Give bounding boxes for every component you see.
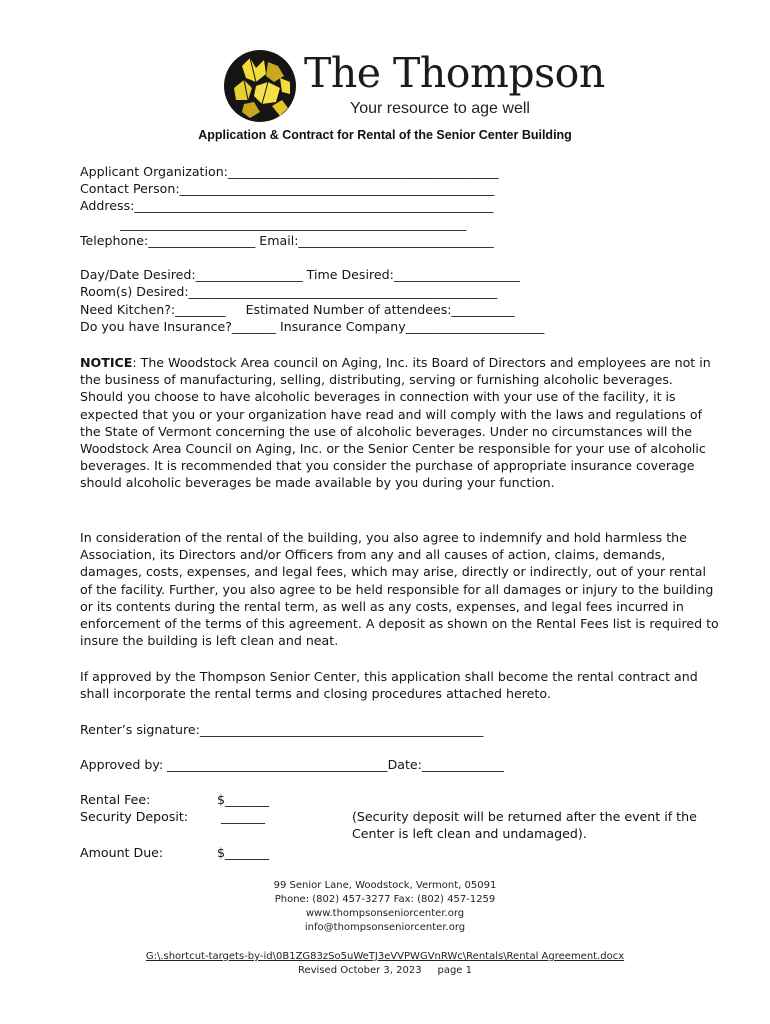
rental-fee-label: Rental Fee: (80, 792, 151, 807)
kitchen-attendees-field: Need Kitchen?:________ Estimated Number of attendees:__________ (80, 301, 515, 317)
organization-name: The Thompson (304, 49, 605, 97)
revision-page-info: Revised October 3, 2023 page 1 (297, 965, 472, 976)
footer-email: info@thompsonseniorcenter.org (304, 922, 466, 933)
rental-fee-value: $_______ (217, 792, 270, 807)
date-time-field: Day/Date Desired:_________________ Time Desired:____________________ (80, 267, 520, 283)
thompson-logo (222, 44, 605, 124)
footer-phone: Phone: (802) 457-3277 Fax: (802) 457-1259 (274, 894, 496, 905)
footer-address: 99 Senior Lane, Woodstock, Vermont, 05091 (273, 880, 497, 891)
document-title: Application & Contract for Rental of the Senior Center Building (198, 128, 572, 142)
notice-label: NOTICE (80, 355, 133, 370)
security-deposit-value: _______ (217, 809, 266, 824)
indemnity-paragraph: In consideration of the rental of the building, you also agree to indemnify and hold harmless the Association, its Directors and/or Officers from any and all causes of action, claims, demands, damages, costs, expenses, and legal fees, which may arise, directly or indirectly, out of your rental of the facility. Further, you also agree to be held responsible for all damages or injury to the building or its contents during the rental term, as well as any costs, expenses, and legal fees incurred in enforcement of the terms of this agreement. A deposit as shown on the Rental Fees list is required to insure the building is left clean and neat. (80, 530, 719, 649)
footer-website: www.thompsonseniorcenter.org (305, 908, 465, 919)
organization-tagline: Your resource to age well (350, 100, 530, 117)
notice-text: : The Woodstock Area council on Aging, Inc. its Board of Directors and employees are not in the business of manufacturing, selling, distributing, serving or furnishing alcoholic beverages. Should you choose to have alcoholic beverages in connection with your use of the facility, it is expected that you or your organization have read and will comply with the laws and regulations of the State of Vermont concerning the use of alcoholic beverages. Under no circumstances will the Woodstock Area Council on Aging, Inc. or the Senior Center be responsible for your use of alcoholic beverages. It is recommended that you consider the purchase of appropriate insurance coverage should alcoholic beverages be made available by you during your function. (80, 355, 711, 491)
approved-by-line (80, 756, 720, 773)
approved-by-text: Approved by: ___________________________________Date:_____________ (80, 757, 504, 772)
amount-due-value: $_______ (217, 845, 270, 860)
contact-person-field: Contact Person:__________________________________________________ (80, 181, 495, 197)
address-field: Address:_________________________________________________________ (80, 198, 494, 214)
notice-paragraph (80, 354, 720, 492)
blank-line (80, 249, 720, 266)
renter-signature-text: Renter’s signature:_____________________________________________ (80, 722, 484, 737)
deposit-note: (Security deposit will be returned after the event if the Center is left clean and undamaged). (352, 809, 697, 842)
address-field-line-2: _______________________________________________________ (80, 215, 467, 231)
applicant-organization-field: Applicant Organization:___________________________________________ (80, 164, 499, 179)
file-info-footer (0, 950, 770, 978)
telephone-email-field: Telephone:_________________ Email:_______________________________ (80, 232, 494, 248)
contact-footer (0, 879, 770, 935)
applicant-form-fields (80, 163, 720, 335)
amount-due-label: Amount Due: (80, 845, 164, 860)
security-deposit-label: Security Deposit: (80, 809, 189, 824)
autumn-leaves-logo-icon (222, 48, 298, 124)
rooms-desired-field: Room(s) Desired:_________________________________________________ (80, 284, 498, 300)
insurance-field: Do you have Insurance?_______ Insurance Company______________________ (80, 318, 545, 334)
approval-paragraph: If approved by the Thompson Senior Center, this application shall become the rental contract and shall incorporate the rental terms and closing procedures attached hereto. (80, 669, 698, 702)
file-path: G:\.shortcut-targets-by-id\0B1ZG83zSo5uWeTJ3eVVPWGVnRWc\Rentals\Rental Agreement.docx (145, 951, 625, 962)
renter-signature-line (80, 721, 720, 738)
